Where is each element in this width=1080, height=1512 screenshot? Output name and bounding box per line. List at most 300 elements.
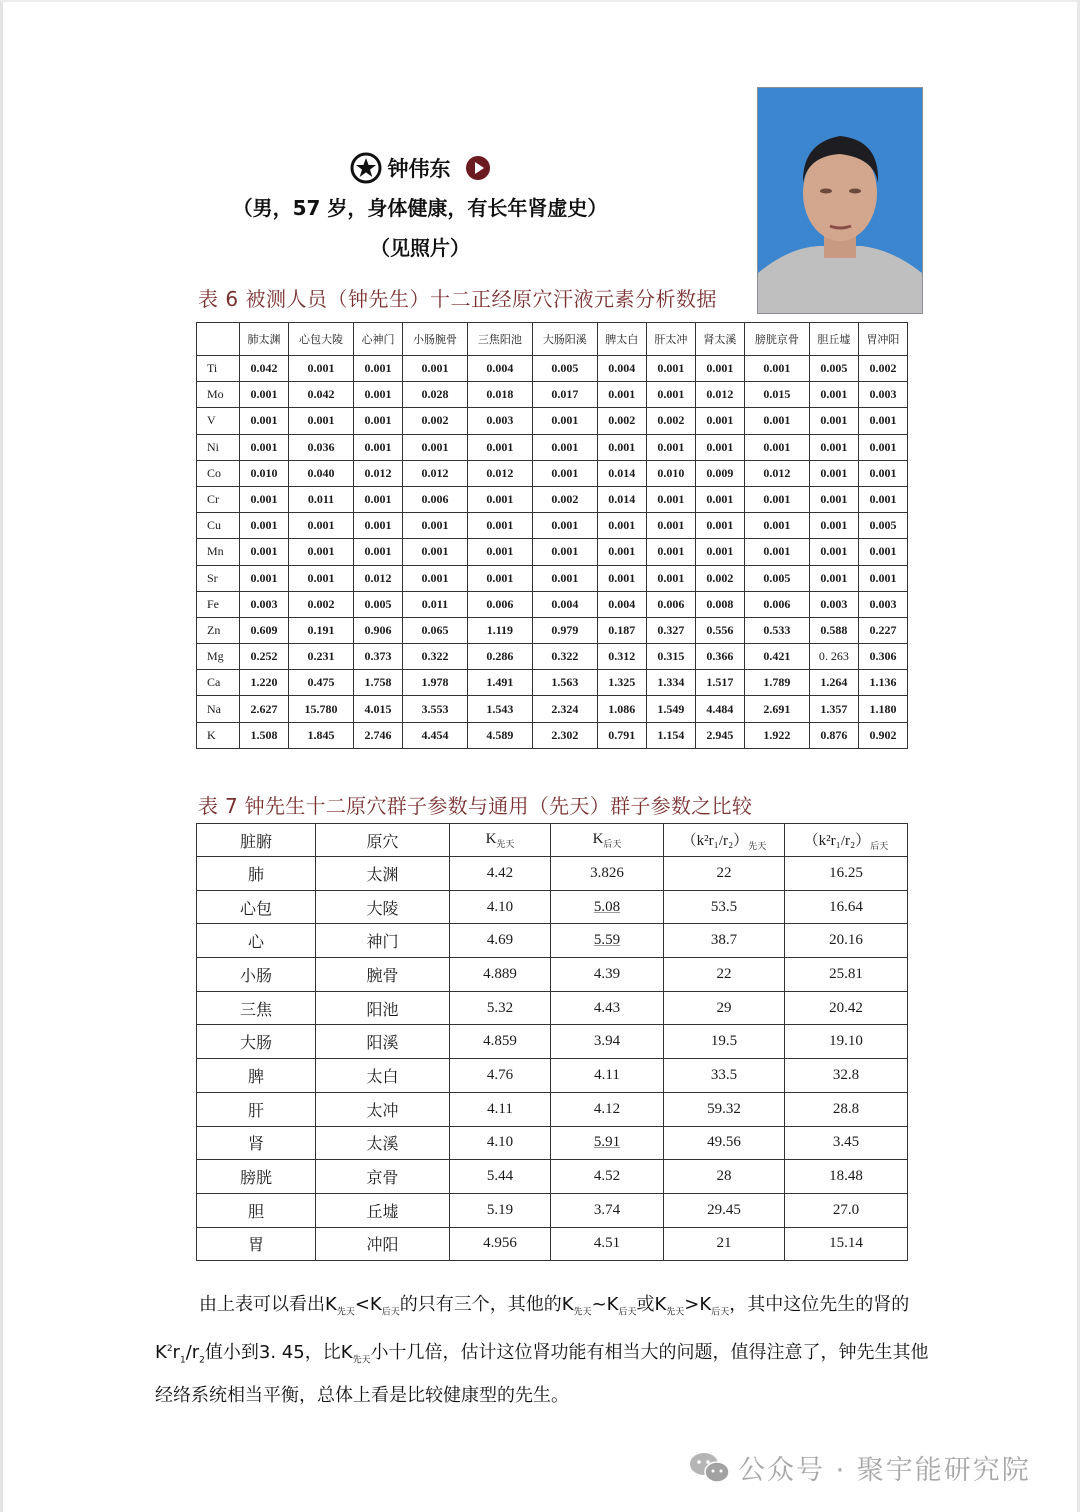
table-row: [197, 434, 908, 460]
table-cell: 0.004: [597, 591, 646, 617]
cell-ratio-pre: 22: [664, 958, 785, 992]
table-cell: 0.014: [597, 460, 646, 486]
element-label: Fe: [197, 591, 240, 617]
cell-k-pre: 4.889: [450, 958, 551, 992]
cell-k-pre: 4.11: [450, 1092, 551, 1126]
table-cell: 0.001: [240, 539, 289, 565]
table-cell: 1.264: [809, 670, 858, 696]
subscript: 2: [199, 1355, 205, 1366]
table-cell: 4.015: [353, 696, 402, 722]
table-cell: 0.001: [646, 434, 695, 460]
cell-ratio-post: 3.45: [785, 1126, 908, 1160]
text: /r: [185, 1341, 200, 1363]
column-header-organ: 脏腑: [197, 824, 316, 857]
table-cell: 0.001: [695, 513, 744, 539]
table-cell: 0.006: [467, 591, 532, 617]
cell-ratio-post: 16.64: [785, 890, 908, 924]
analysis-paragraph: [155, 1287, 930, 1414]
table-cell: 0.003: [809, 591, 858, 617]
cell-k-post: 5.59: [551, 924, 664, 958]
table-cell: 0.001: [532, 408, 597, 434]
table-cell: 0.001: [744, 539, 809, 565]
element-label: Mo: [197, 382, 240, 408]
table-cell: 0.373: [353, 644, 402, 670]
subscript: 先天: [573, 1307, 592, 1318]
column-header: 三焦阳池: [467, 323, 532, 356]
table-cell: 0.001: [809, 513, 858, 539]
cell-organ: 小肠: [197, 958, 316, 992]
cell-organ: 脾: [197, 1059, 316, 1093]
table-cell: 0.001: [858, 539, 907, 565]
cell-organ: 心: [197, 924, 316, 958]
table-cell: 0.001: [353, 513, 402, 539]
table-cell: 0.005: [809, 356, 858, 382]
table-row: [197, 890, 908, 924]
cell-ratio-pre: 29.45: [664, 1193, 785, 1227]
cell-k-pre: 5.44: [450, 1160, 551, 1194]
table-cell: 0.040: [289, 460, 354, 486]
table-row: [197, 958, 908, 992]
table-row: [197, 670, 908, 696]
cell-point: 阳溪: [316, 1025, 450, 1059]
table-cell: 0.001: [532, 513, 597, 539]
table-row: [197, 460, 908, 486]
subscript: 后天: [618, 1307, 637, 1318]
table-cell: 0.001: [467, 513, 532, 539]
table-cell: 0.001: [646, 513, 695, 539]
header-text: （k²r₁/r₂）: [681, 832, 749, 849]
cell-point: 太渊: [316, 857, 450, 891]
table-cell: 0.004: [532, 591, 597, 617]
cell-ratio-post: 19.10: [785, 1025, 908, 1059]
table-row: [197, 991, 908, 1025]
header-subscript: 后天: [603, 839, 622, 850]
table-cell: 0.001: [289, 565, 354, 591]
cell-ratio-post: 20.16: [785, 924, 908, 958]
cell-ratio-pre: 22: [664, 857, 785, 891]
table-cell: 0.001: [744, 486, 809, 512]
cell-point: 阳池: [316, 991, 450, 1025]
table-cell: 0.001: [646, 486, 695, 512]
cell-k-pre: 5.19: [450, 1193, 551, 1227]
element-label: Mn: [197, 539, 240, 565]
element-label: Ti: [197, 356, 240, 382]
table-cell: 0.006: [744, 591, 809, 617]
table-row: [197, 722, 908, 748]
table-cell: 0.001: [597, 382, 646, 408]
cell-k-pre: 4.10: [450, 890, 551, 924]
table-cell: 0.001: [695, 356, 744, 382]
header-subscript: 先天: [748, 841, 767, 852]
table-cell: 0.791: [597, 722, 646, 748]
cell-ratio-post: 15.14: [785, 1227, 908, 1261]
table-cell: 0.001: [289, 513, 354, 539]
table7-caption: 表 7 钟先生十二原穴群子参数与通用（先天）群子参数之比较: [198, 794, 753, 818]
table-cell: 0.018: [467, 382, 532, 408]
table-cell: 0.001: [403, 434, 468, 460]
table-row: [197, 644, 908, 670]
table-cell: 0.001: [646, 565, 695, 591]
cell-k-post: 3.826: [551, 857, 664, 891]
element-label: K: [197, 722, 240, 748]
cell-k-post: 4.52: [551, 1160, 664, 1194]
table-cell: 0.003: [240, 591, 289, 617]
table-cell: 1.154: [646, 722, 695, 748]
table-cell: 0.001: [532, 539, 597, 565]
table-cell: 0.012: [353, 565, 402, 591]
table-cell: 0.001: [744, 356, 809, 382]
table-cell: 0.001: [532, 460, 597, 486]
cell-k-post: 4.11: [551, 1059, 664, 1093]
table-cell: 0.005: [353, 591, 402, 617]
subscript: 后天: [381, 1307, 400, 1318]
table-cell: 0.001: [597, 434, 646, 460]
table-cell: 0.002: [532, 486, 597, 512]
name-line: [200, 148, 640, 188]
cell-organ: 三焦: [197, 991, 316, 1025]
table-cell: 0.011: [289, 486, 354, 512]
table-row: [197, 1059, 908, 1093]
table-cell: 1.119: [467, 617, 532, 643]
cell-ratio-pre: 28: [664, 1160, 785, 1194]
table-cell: 0.001: [353, 408, 402, 434]
table6-caption: 表 6 被测人员（钟先生）十二正经原穴汗液元素分析数据: [198, 287, 717, 311]
table-header-row: [197, 824, 908, 857]
subscript: 1: [179, 1355, 186, 1366]
cell-ratio-pre: 38.7: [664, 924, 785, 958]
cell-ratio-pre: 59.32: [664, 1092, 785, 1126]
table-cell: 0.001: [744, 408, 809, 434]
text: 由上表可以看出K: [199, 1294, 337, 1315]
column-header: 心神门: [353, 323, 402, 356]
column-header-ratio-pre: [664, 824, 785, 857]
table-cell: 0.003: [858, 591, 907, 617]
table-cell: 0.902: [858, 722, 907, 748]
table-cell: 0.227: [858, 617, 907, 643]
table-row: [197, 1092, 908, 1126]
cell-k-post: 4.39: [551, 958, 664, 992]
table-cell: 0.005: [744, 565, 809, 591]
table-cell: 1.549: [646, 696, 695, 722]
table-cell: 1.789: [744, 670, 809, 696]
cell-k-pre: 4.42: [450, 857, 551, 891]
table-cell: 0.002: [597, 408, 646, 434]
cell-point: 丘墟: [316, 1193, 450, 1227]
table-cell: 0.001: [646, 539, 695, 565]
cell-organ: 大肠: [197, 1025, 316, 1059]
table-cell: 0.004: [597, 356, 646, 382]
table-row: [197, 857, 908, 891]
table-cell: 0.001: [467, 565, 532, 591]
play-icon: [465, 155, 491, 181]
table-cell: 0.001: [858, 565, 907, 591]
table-cell: 0.001: [858, 460, 907, 486]
element-label: Sr: [197, 565, 240, 591]
table-cell: 0.012: [744, 460, 809, 486]
element-label: Mg: [197, 644, 240, 670]
table-cell: 0.001: [240, 382, 289, 408]
watermark-text: 公众号 · 聚宇能研究院: [738, 1455, 1031, 1486]
table-cell: 0.876: [809, 722, 858, 748]
watermark: [688, 1448, 1031, 1487]
cell-organ: 胆: [197, 1193, 316, 1227]
table-cell: 1.136: [858, 670, 907, 696]
cell-k-post: 3.74: [551, 1193, 664, 1227]
table-cell: 2.945: [695, 722, 744, 748]
element-label: Na: [197, 696, 240, 722]
table-cell: 1.325: [597, 670, 646, 696]
cell-ratio-post: 27.0: [785, 1193, 908, 1227]
table-row: [197, 486, 908, 512]
table-row: [197, 1193, 908, 1227]
cell-organ: 肾: [197, 1126, 316, 1160]
table-cell: 1.086: [597, 696, 646, 722]
table-row: [197, 1160, 908, 1194]
header-subscript: 先天: [496, 839, 515, 850]
table-cell: 0.001: [597, 513, 646, 539]
table-cell: 0.001: [289, 539, 354, 565]
table-cell: 0.009: [695, 460, 744, 486]
header-text: （k²r₁/r₂）: [803, 832, 871, 849]
text: >K: [684, 1294, 712, 1315]
table-cell: 1.845: [289, 722, 354, 748]
table-cell: 0.001: [597, 539, 646, 565]
table-cell: 0.002: [695, 565, 744, 591]
table-cell: 1.357: [809, 696, 858, 722]
table-cell: 0.001: [467, 486, 532, 512]
table-cell: 0.006: [646, 591, 695, 617]
table-cell: 0.028: [403, 382, 468, 408]
cell-k-pre: 4.956: [450, 1227, 551, 1261]
table-cell: 0.315: [646, 644, 695, 670]
table-cell: 0.012: [353, 460, 402, 486]
table-cell: 2.302: [532, 722, 597, 748]
table-cell: 0.001: [532, 565, 597, 591]
header-text: K: [592, 830, 604, 847]
table-cell: 0.006: [403, 486, 468, 512]
page-edge: [0, 0, 3, 1512]
cell-point: 太冲: [316, 1092, 450, 1126]
table-cell: 0.001: [695, 539, 744, 565]
table-cell: 0.002: [289, 591, 354, 617]
cell-point: 太溪: [316, 1126, 450, 1160]
column-header-k-post: [551, 824, 664, 857]
subscript: 先天: [336, 1307, 355, 1318]
column-header-ratio-post: [785, 824, 908, 857]
table-cell: 0.005: [858, 513, 907, 539]
table-cell: 1.220: [240, 670, 289, 696]
table-cell: 1.517: [695, 670, 744, 696]
cell-k-pre: 4.76: [450, 1059, 551, 1093]
table-cell: 0.609: [240, 617, 289, 643]
table-cell: 0.001: [809, 565, 858, 591]
table-cell: 0.366: [695, 644, 744, 670]
cell-ratio-post: 18.48: [785, 1160, 908, 1194]
table-cell: 15.780: [289, 696, 354, 722]
cell-organ: 心包: [197, 890, 316, 924]
table-cell: 0.002: [858, 356, 907, 382]
table-row: [197, 1227, 908, 1261]
wechat-icon: [688, 1450, 732, 1486]
table-cell: 2.746: [353, 722, 402, 748]
table-cell: 0.001: [858, 486, 907, 512]
table-cell: 0.906: [353, 617, 402, 643]
table-row: [197, 1025, 908, 1059]
table-row: [197, 356, 908, 382]
column-header: [197, 323, 240, 356]
header-text: K: [485, 830, 497, 847]
cell-ratio-pre: 19.5: [664, 1025, 785, 1059]
table-cell: 0.003: [467, 408, 532, 434]
table-cell: 2.691: [744, 696, 809, 722]
table-cell: 0.001: [403, 356, 468, 382]
column-header: 肺太渊: [240, 323, 289, 356]
text: r: [172, 1341, 180, 1363]
cell-k-post: 4.43: [551, 991, 664, 1025]
column-header: 胆丘墟: [809, 323, 858, 356]
cell-ratio-post: 25.81: [785, 958, 908, 992]
column-header: 大肠阳溪: [532, 323, 597, 356]
table-row: [197, 513, 908, 539]
table-cell: 0.001: [240, 565, 289, 591]
element-label: Zn: [197, 617, 240, 643]
element-label: V: [197, 408, 240, 434]
table-cell: 0.588: [809, 617, 858, 643]
table-cell: 0.001: [646, 356, 695, 382]
table-cell: 0.001: [695, 434, 744, 460]
table-cell: 0.421: [744, 644, 809, 670]
table-cell: 0.001: [353, 356, 402, 382]
table-cell: 1.922: [744, 722, 809, 748]
table-cell: 0.001: [240, 434, 289, 460]
table-cell: 3.553: [403, 696, 468, 722]
text: <K: [354, 1294, 382, 1315]
table-header-row: [197, 323, 908, 356]
column-header: 肝太冲: [646, 323, 695, 356]
table-cell: 0.001: [240, 408, 289, 434]
table-cell: 0.001: [353, 486, 402, 512]
table-cell: 2.324: [532, 696, 597, 722]
table-cell: 0.001: [646, 382, 695, 408]
table-cell: 0.001: [695, 486, 744, 512]
table-cell: 0.322: [403, 644, 468, 670]
element-label: Ni: [197, 434, 240, 460]
cell-k-post: 3.94: [551, 1025, 664, 1059]
cell-point: 京骨: [316, 1160, 450, 1194]
cell-organ: 肺: [197, 857, 316, 891]
group-parameter-table: [196, 823, 908, 1261]
table-row: [197, 696, 908, 722]
cell-k-post: 4.51: [551, 1227, 664, 1261]
text: ~K: [591, 1294, 619, 1315]
table-cell: 0.017: [532, 382, 597, 408]
table-cell: 0.042: [240, 356, 289, 382]
subject-photo: [757, 87, 923, 314]
table-cell: 0.001: [809, 539, 858, 565]
table-cell: 0.001: [809, 434, 858, 460]
cell-point: 冲阳: [316, 1227, 450, 1261]
table-row: [197, 539, 908, 565]
subject-description: （男，57 岁，身体健康，有长年肾虚史）: [232, 196, 608, 220]
table-row: [197, 408, 908, 434]
table-cell: 1.758: [353, 670, 402, 696]
cell-ratio-pre: 21: [664, 1227, 785, 1261]
table-cell: 0.001: [353, 382, 402, 408]
table-cell: 0.556: [695, 617, 744, 643]
table-cell: 1.508: [240, 722, 289, 748]
table-cell: 0.001: [809, 460, 858, 486]
cell-k-pre: 4.859: [450, 1025, 551, 1059]
table-cell: 0.001: [858, 408, 907, 434]
element-label: Ca: [197, 670, 240, 696]
table-cell: 0.012: [403, 460, 468, 486]
table-cell: 4.484: [695, 696, 744, 722]
table-cell: 0.014: [597, 486, 646, 512]
table-cell: 0.001: [744, 434, 809, 460]
table-cell: 0.252: [240, 644, 289, 670]
table-row: [197, 591, 908, 617]
table-cell: 0.533: [744, 617, 809, 643]
cell-organ: 肝: [197, 1092, 316, 1126]
cell-ratio-post: 32.8: [785, 1059, 908, 1093]
table-cell: 0.001: [289, 408, 354, 434]
cell-ratio-post: 20.42: [785, 991, 908, 1025]
cell-point: 大陵: [316, 890, 450, 924]
table-cell: 0.011: [403, 591, 468, 617]
cell-k-pre: 5.32: [450, 991, 551, 1025]
table-cell: 2.627: [240, 696, 289, 722]
cell-point: 太白: [316, 1059, 450, 1093]
column-header: 小肠腕骨: [403, 323, 468, 356]
table-cell: 1.563: [532, 670, 597, 696]
table-cell: 0.012: [695, 382, 744, 408]
cell-organ: 膀胱: [197, 1160, 316, 1194]
table-cell: 0.015: [744, 382, 809, 408]
table-cell: 0.004: [467, 356, 532, 382]
table-cell: 4.454: [403, 722, 468, 748]
cell-k-post: 4.12: [551, 1092, 664, 1126]
table-cell: 0.327: [646, 617, 695, 643]
table-row: [197, 924, 908, 958]
cell-ratio-pre: 53.5: [664, 890, 785, 924]
text: 的只有三个，其他的K: [399, 1294, 574, 1315]
cell-k-pre: 4.10: [450, 1126, 551, 1160]
table-cell: 0.065: [403, 617, 468, 643]
table-cell: 0.001: [403, 539, 468, 565]
table-cell: 0.001: [532, 434, 597, 460]
column-header: 肾太溪: [695, 323, 744, 356]
cell-ratio-pre: 33.5: [664, 1059, 785, 1093]
table-cell: 0.001: [695, 408, 744, 434]
table-cell: 0.001: [240, 486, 289, 512]
subject-name: 钟伟东: [387, 157, 451, 181]
table-cell: 0.001: [467, 434, 532, 460]
table-cell: 0.012: [467, 460, 532, 486]
column-header: 脾太白: [597, 323, 646, 356]
table-cell: 0.979: [532, 617, 597, 643]
subject-header: [200, 148, 640, 268]
cell-organ: 胃: [197, 1227, 316, 1261]
table-row: [197, 565, 908, 591]
cell-k-post: 5.91: [551, 1126, 664, 1160]
table-cell: 0.042: [289, 382, 354, 408]
column-header: 膀胱京骨: [744, 323, 809, 356]
table-cell: 1.978: [403, 670, 468, 696]
cell-ratio-post: 28.8: [785, 1092, 908, 1126]
table-cell: 0.001: [403, 565, 468, 591]
table-cell: 0. 263: [809, 644, 858, 670]
table-row: [197, 382, 908, 408]
